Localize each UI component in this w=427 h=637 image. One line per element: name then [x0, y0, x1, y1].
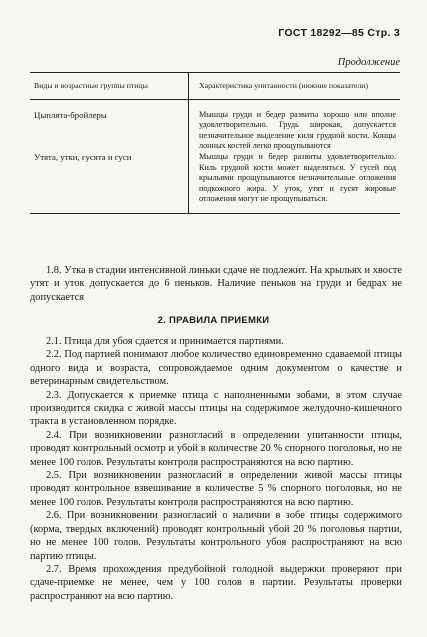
- paragraph: 2.5. При возникновении разногласий в определении живой массы птицы проводят контрольное взвешивание в количестве 5 % спорного поголовья, но не менее 100 голов. Результаты контроля распространяются на всю партию.: [30, 470, 402, 508]
- paragraph: 2.7. Время прохождения предубойной голодной выдержки проверяют при сдаче-приемке не менее, чем у 100 голов в партии. Результаты проверки распространяют на всю партию.: [30, 563, 402, 602]
- fatness-table: [30, 72, 400, 214]
- continuation-label: Продолжение: [337, 57, 400, 68]
- table-cell-kind: Цыплята-бройлеры: [34, 109, 107, 120]
- table-header-row: [30, 73, 400, 100]
- table-cell-characteristic: Мышцы груди и бедер развиты удовлетворительно. Киль грудной кости может выделяться. У гусей под крыльями прощупываются незначительные отложения подкожного жира. У уток, утят и гусят жировые отложения могут не прощупываться.: [189, 152, 401, 213]
- paragraph-block-2: [30, 335, 402, 603]
- paragraph-1-8: 1.8. Утка в стадии интенсивной линьки сдаче не подлежит. На крыльях и хвосте утят и уток допускается до 6 пеньков. Наличие пеньков на груди и бедрах не допускается: [30, 265, 402, 303]
- section-title: 2. ПРАВИЛА ПРИЕМКИ: [157, 315, 270, 326]
- paragraph: 2.4. При возникновении разногласий в определении упитанности птицы, проводят контрольный осмотр и убой в количестве 20 % спорного поголовья, но не менее 100 голов. Результаты контроля распространяются на всю партию.: [30, 429, 402, 468]
- paragraph-block-1: [30, 264, 402, 304]
- table-cell-characteristic: Мышцы груди и бедер развиты хорошо или вполне удовлетворительно. Грудь широкая, допускается незначительное выделение киля грудной кости. Концы лонных костей легко прощупываются: [189, 99, 401, 152]
- table-cell-kind: Утята, утки, гусята и гуси: [30, 152, 189, 213]
- paragraph: 2.1. Птица для убоя сдается и принимается партиями.: [46, 336, 284, 347]
- table-header-kind: Виды и возрастные группы птицы: [30, 73, 189, 100]
- table-row: [30, 152, 400, 213]
- paragraph: 2.2. Под партией понимают любое количество единовременно сдаваемой птицы одного вида и возраста, сопровождаемое одним документом о качестве и ветеринарным свидетельством.: [30, 349, 402, 388]
- paragraph: 2.6. При возникновении разногласий о наличии в зобе птицы содержимого (корма, твердых включений) проводят контрольный убой 20 % поголовья партии, но не менее 100 голов. Результаты контрольного убоя распространяют на всю партию птицы.: [30, 510, 402, 562]
- page-header: ГОСТ 18292—85 Стр. 3: [278, 27, 400, 39]
- table-header-characteristic: Характеристика упитанности (нижние показатели): [189, 73, 401, 100]
- paragraph: 2.3. Допускается к приемке птица с наполненными зобами, в этом случае производится скидка с живой массы птицы на содержимое желудочно-кишечного тракта в установленном порядке.: [30, 389, 402, 428]
- table-row: [30, 99, 400, 152]
